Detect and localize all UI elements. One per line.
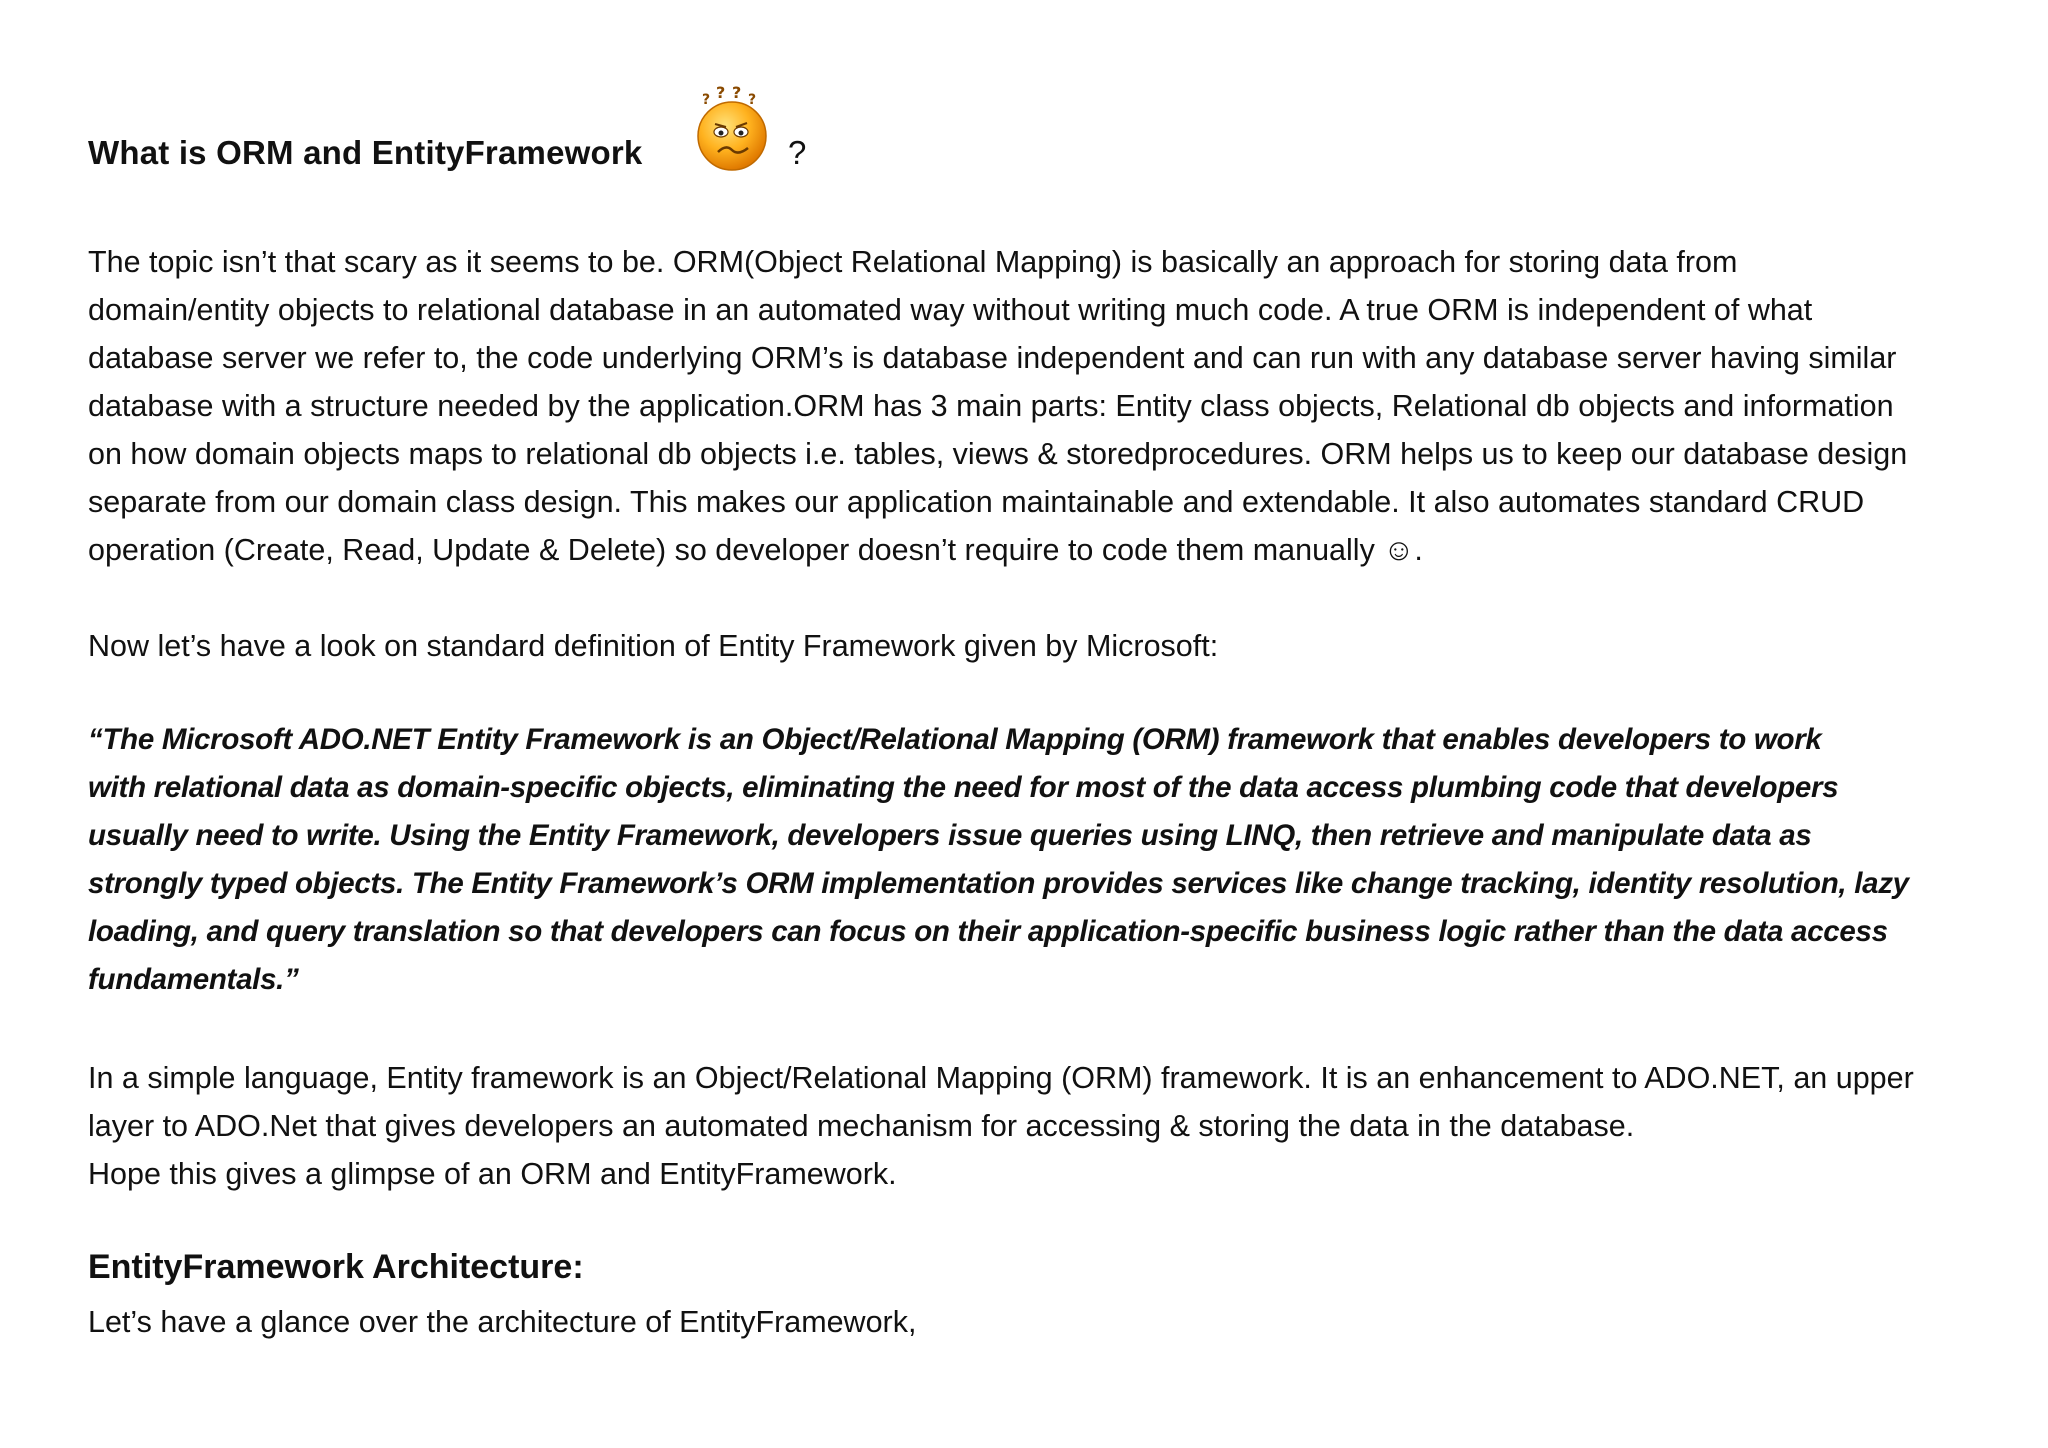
microsoft-definition-quote: “The Microsoft ADO.NET Entity Framework is an Object/Relational Mapping (ORM) framework that enables developers to work with relational data as domain-specific objects, eliminating the need for most of the data access plumbing code that developers usually need to write. Using the Entity Framework, developers issue queries using LINQ, then retrieve and manipulate data as strongly typed objects. The Entity Framework’s ORM implementation provides services like change tracking, identity resolution, lazy loading, and query translation so that developers can focus on their application-specific business logic rather than the data access fundamentals.” bbox=[88, 723, 1909, 996]
lead-in-paragraph: Now let’s have a look on standard definition of Entity Framework given by Microsoft: bbox=[88, 629, 1219, 663]
svg-text:?: ? bbox=[732, 84, 742, 102]
svg-text:?: ? bbox=[748, 92, 757, 108]
architecture-intro-text: Let’s have a glance over the architecture of EntityFramework, bbox=[88, 1305, 917, 1339]
title-question-mark: ? bbox=[788, 134, 807, 171]
intro-paragraph: The topic isn’t that scary as it seems to be. ORM(Object Relational Mapping) is basically an approach for storing data from domain/entity objects to relational database in an automated way without writing much code. A true ORM is independent of what database server we refer to, the code underlying ORM’s is database independent and can run with any database server having similar database with a structure needed by the application.ORM has 3 main parts: Entity class objects, Relational db objects and information on how domain objects maps to relational db objects i.e. tables, views & storedprocedures. ORM helps us to keep our database design separate from our domain class design. This makes our application maintainable and extendable. It also automates standard CRUD operation (Create, Read, Update & Delete) so developer doesn’t require to code them manually ☺. bbox=[88, 245, 1908, 567]
section-heading-architecture: EntityFramework Architecture: bbox=[88, 1248, 584, 1286]
page-title: What is ORM and EntityFramework bbox=[88, 134, 643, 171]
confused-thinking-face-icon bbox=[688, 84, 778, 174]
simple-language-paragraph: In a simple language, Entity framework is an Object/Relational Mapping (ORM) framework. It is an enhancement to ADO.NET, an upper layer to ADO.Net that gives developers an automated mechanism for accessing & storing the data in the database. Hope this gives a glimpse of an ORM and EntityFramework. bbox=[88, 1061, 1914, 1191]
svg-text:?: ? bbox=[702, 92, 711, 108]
svg-text:?: ? bbox=[716, 84, 726, 102]
heading-row bbox=[88, 84, 1088, 184]
